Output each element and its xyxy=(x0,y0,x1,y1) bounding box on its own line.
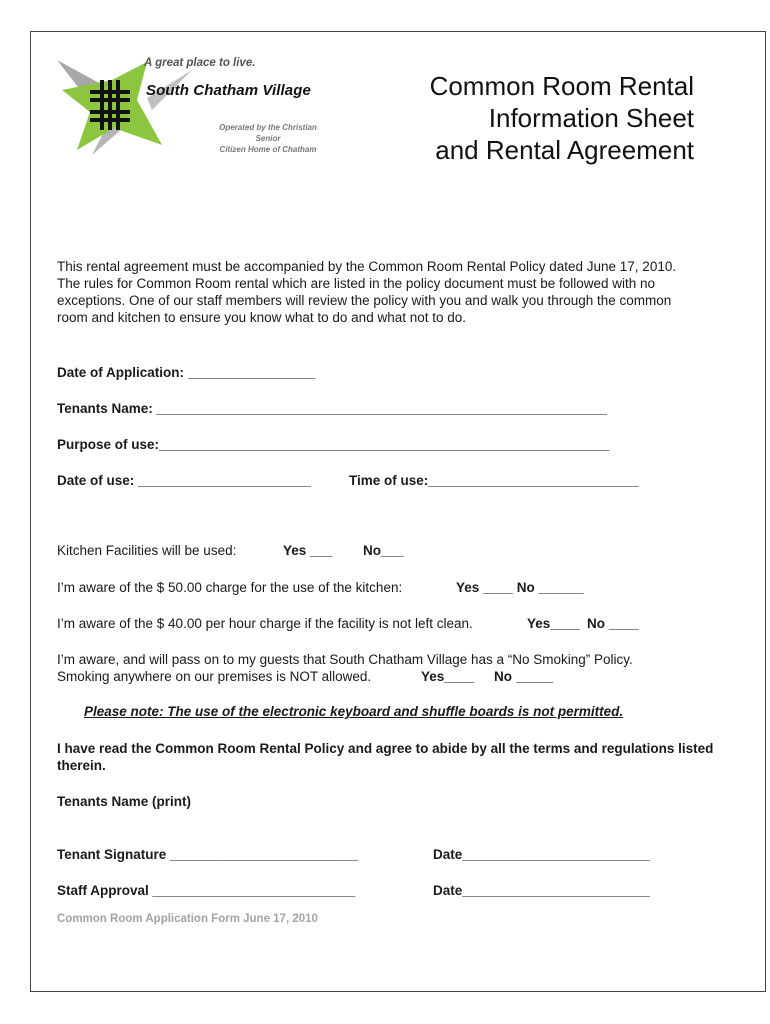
logo-tagline: A great place to live. xyxy=(144,57,256,69)
staff-approval-field[interactable]: Staff Approval ___________________________ xyxy=(57,883,356,898)
purpose-of-use-field[interactable]: Purpose of use:____________________________________________________________ xyxy=(57,437,610,452)
form-footer: Common Room Application Form June 17, 2010 xyxy=(57,913,318,925)
please-note: Please note: The use of the electronic keyboard and shuffle boards is not permitted. xyxy=(84,704,624,719)
title-line-3: and Rental Agreement xyxy=(435,135,694,165)
tenants-name-print-field[interactable]: Tenants Name (print) xyxy=(57,794,192,809)
smoking-policy-line-2: Smoking anywhere on our premises is NOT allowed. xyxy=(57,669,372,684)
logo-operated-by xyxy=(210,122,326,155)
date-of-use-field[interactable]: Date of use: _______________________ xyxy=(57,473,311,488)
staff-date-field[interactable]: Date_________________________ xyxy=(433,883,650,898)
smoking-yes-field[interactable]: Yes____ xyxy=(421,669,475,684)
agreement-statement: I have read the Common Room Rental Policy and agree to abide by all the terms and regulations listed therein. xyxy=(57,741,714,773)
kitchen-charge-yes-no[interactable]: Yes ____ No ______ xyxy=(456,580,584,595)
cleaning-charge-no[interactable]: No ____ xyxy=(587,616,639,631)
kitchen-yes-field[interactable]: Yes ___ xyxy=(283,543,333,558)
kitchen-facilities-label: Kitchen Facilities will be used: xyxy=(57,543,237,558)
tenant-signature-field[interactable]: Tenant Signature _________________________ xyxy=(57,847,358,862)
cleaning-charge-yes[interactable]: Yes____ xyxy=(527,616,581,631)
kitchen-no-field[interactable]: No___ xyxy=(363,543,404,558)
title-line-2: Information Sheet xyxy=(488,103,694,133)
smoking-policy-line-1: I’m aware, and will pass on to my guests that South Chatham Village has a “No Smoking” Policy. xyxy=(57,652,633,667)
kitchen-charge-text: I’m aware of the $ 50.00 charge for the use of the kitchen: xyxy=(57,580,403,595)
tenant-date-field[interactable]: Date_________________________ xyxy=(433,847,650,862)
title-line-1: Common Room Rental xyxy=(429,71,694,101)
logo-brand-name: South Chatham Village xyxy=(146,82,311,99)
operated-line-1: Operated by the Christian Senior xyxy=(219,123,317,143)
cleaning-charge-text: I’m aware of the $ 40.00 per hour charge if the facility is not left clean. xyxy=(57,616,473,631)
tenants-name-field[interactable]: Tenants Name: ____________________________________________________________ xyxy=(57,401,608,416)
document-title xyxy=(430,70,694,166)
smoking-no-field[interactable]: No _____ xyxy=(494,669,554,684)
operated-line-2: Citizen Home of Chatham xyxy=(219,145,317,154)
time-of-use-field[interactable]: Time of use:____________________________ xyxy=(349,473,639,488)
intro-paragraph: This rental agreement must be accompanied by the Common Room Rental Policy dated June 17, 2010. The rules for Common Room rental which are listed in the policy document must be followed with no exceptions. One of our staff members will review the policy with you and walk you through the common room and kitchen to ensure you know what to do and what not to do. xyxy=(57,259,677,325)
date-of-application-field[interactable]: Date of Application: _________________ xyxy=(57,365,316,380)
